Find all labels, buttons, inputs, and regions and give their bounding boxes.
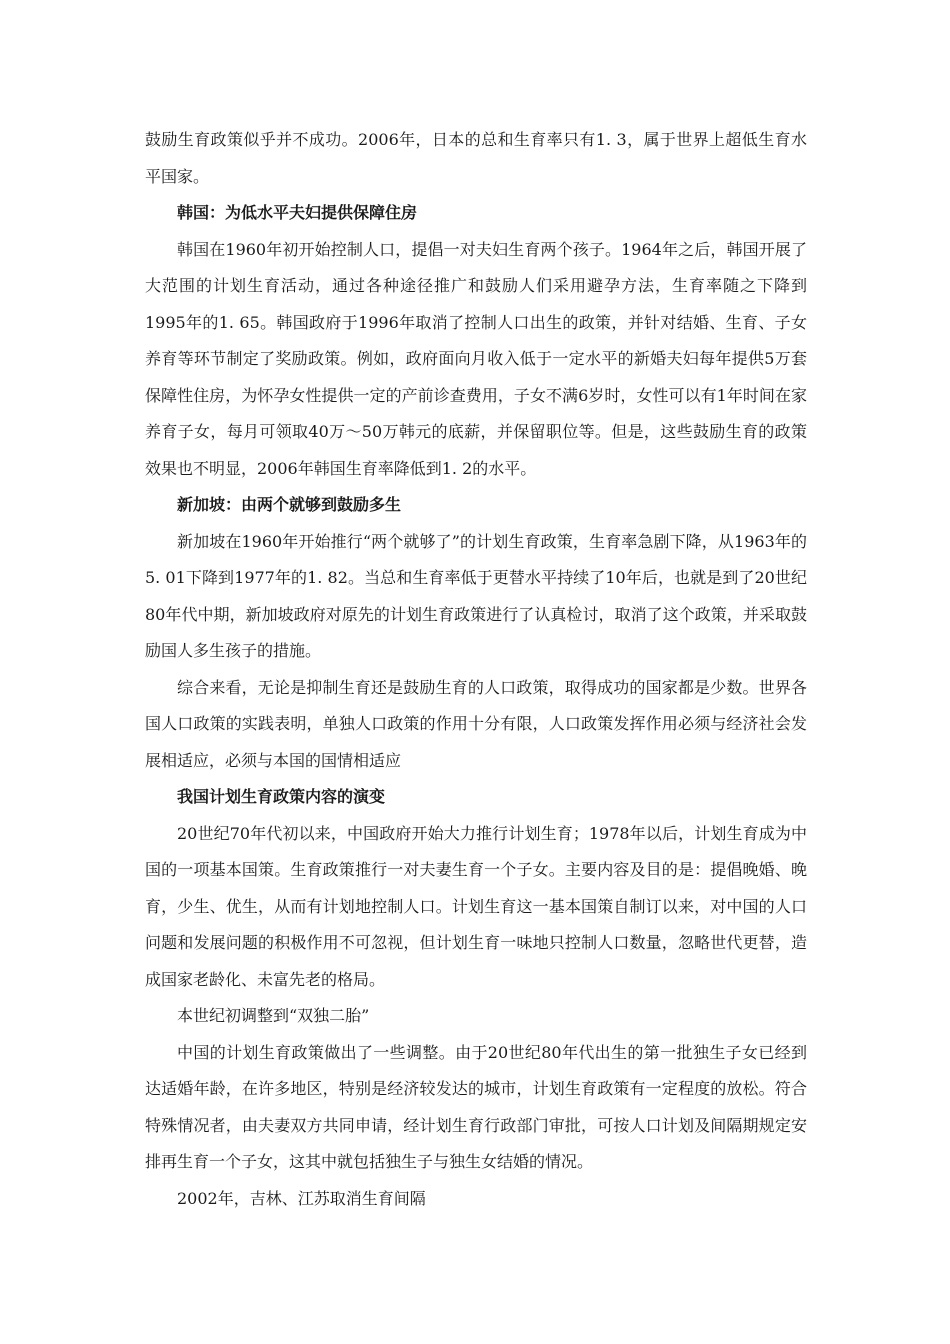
paragraph-2002: 2002年，吉林、江苏取消生育间隔 bbox=[177, 1188, 426, 1208]
paragraph-china-1970s: 20世纪70年代初以来，中国政府开始大力推行计划生育；1978年以后，计划生育成为中国的一项基本国策。生育政策推行一对夫妻生育一个子女。主要内容及目的是：提倡晚婚、晚育，少生、优生，从而有计划地控制人口。计划生育这一基本国策自制订以来，对中国的人口问题和发展问题的积极作用不可忽视，但计划生育一味地只控制人口数量，忽略世代更替，造成国家老龄化、未富先老的格局。 bbox=[145, 823, 807, 989]
heading-china-policy: 我国计划生育政策内容的演变 bbox=[177, 787, 386, 806]
paragraph-singapore: 新加坡在1960年开始推行“两个就够了”的计划生育政策，生育率急剧下降，从1963年的5. 01下降到1977年的1. 82。当总和生育率低于更替水平持续了10年后，也就是到了20世纪80年代中期，新加坡政府对原先的计划生育政策进行了认真检讨，取消了这个政策，并采取鼓励国人多生孩子的措施。 bbox=[145, 531, 807, 660]
paragraph-korea: 韩国在1960年初开始控制人口，提倡一对夫妇生育两个孩子。1964年之后，韩国开展了大范围的计划生育活动，通过各种途径推广和鼓励人们采用避孕方法，生育率随之下降到1995年的1. 65。韩国政府于1996年取消了控制人口出生的政策，并针对结婚、生育、子女养育等环节制定了奖励政策。例如，政府面向月收入低于一定水平的新婚夫妇每年提供5万套保障性住房，为怀孕女性提供一定的产前诊查费用，子女不满6岁时，女性可以有1年时间在家养育子女，每月可领取40万～50万韩元的底薪，并保留职位等。但是，这些鼓励生育的政策效果也不明显，2006年韩国生育率降低到1. 2的水平。 bbox=[145, 239, 807, 478]
heading-korea: 韩国：为低水平夫妇提供保障住房 bbox=[177, 203, 418, 222]
paragraph-summary: 综合来看，无论是抑制生育还是鼓励生育的人口政策，取得成功的国家都是少数。世界各国人口政策的实践表明，单独人口政策的作用十分有限，人口政策发挥作用必须与经济社会发展相适应，必须与本国的国情相适应 bbox=[145, 677, 807, 770]
paragraph-subheading-double-only: 本世纪初调整到“双独二胎” bbox=[177, 1006, 370, 1025]
paragraph-china-adjustment: 中国的计划生育政策做出了一些调整。由于20世纪80年代出生的第一批独生子女已经到达适婚年龄，在许多地区，特别是经济较发达的城市，计划生育政策有一定程度的放松。符合特殊情况者，由夫妻双方共同申请，经计划生育行政部门审批，可按人口计划及间隔期规定安排再生育一个子女，这其中就包括独生子与独生女结婚的情况。 bbox=[145, 1042, 807, 1171]
document-body bbox=[145, 122, 807, 1217]
heading-singapore: 新加坡：由两个就够到鼓励多生 bbox=[177, 495, 402, 514]
paragraph-japan-conclusion: 鼓励生育政策似乎并不成功。2006年，日本的总和生育率只有1. 3，属于世界上超低生育水平国家。 bbox=[145, 130, 807, 186]
